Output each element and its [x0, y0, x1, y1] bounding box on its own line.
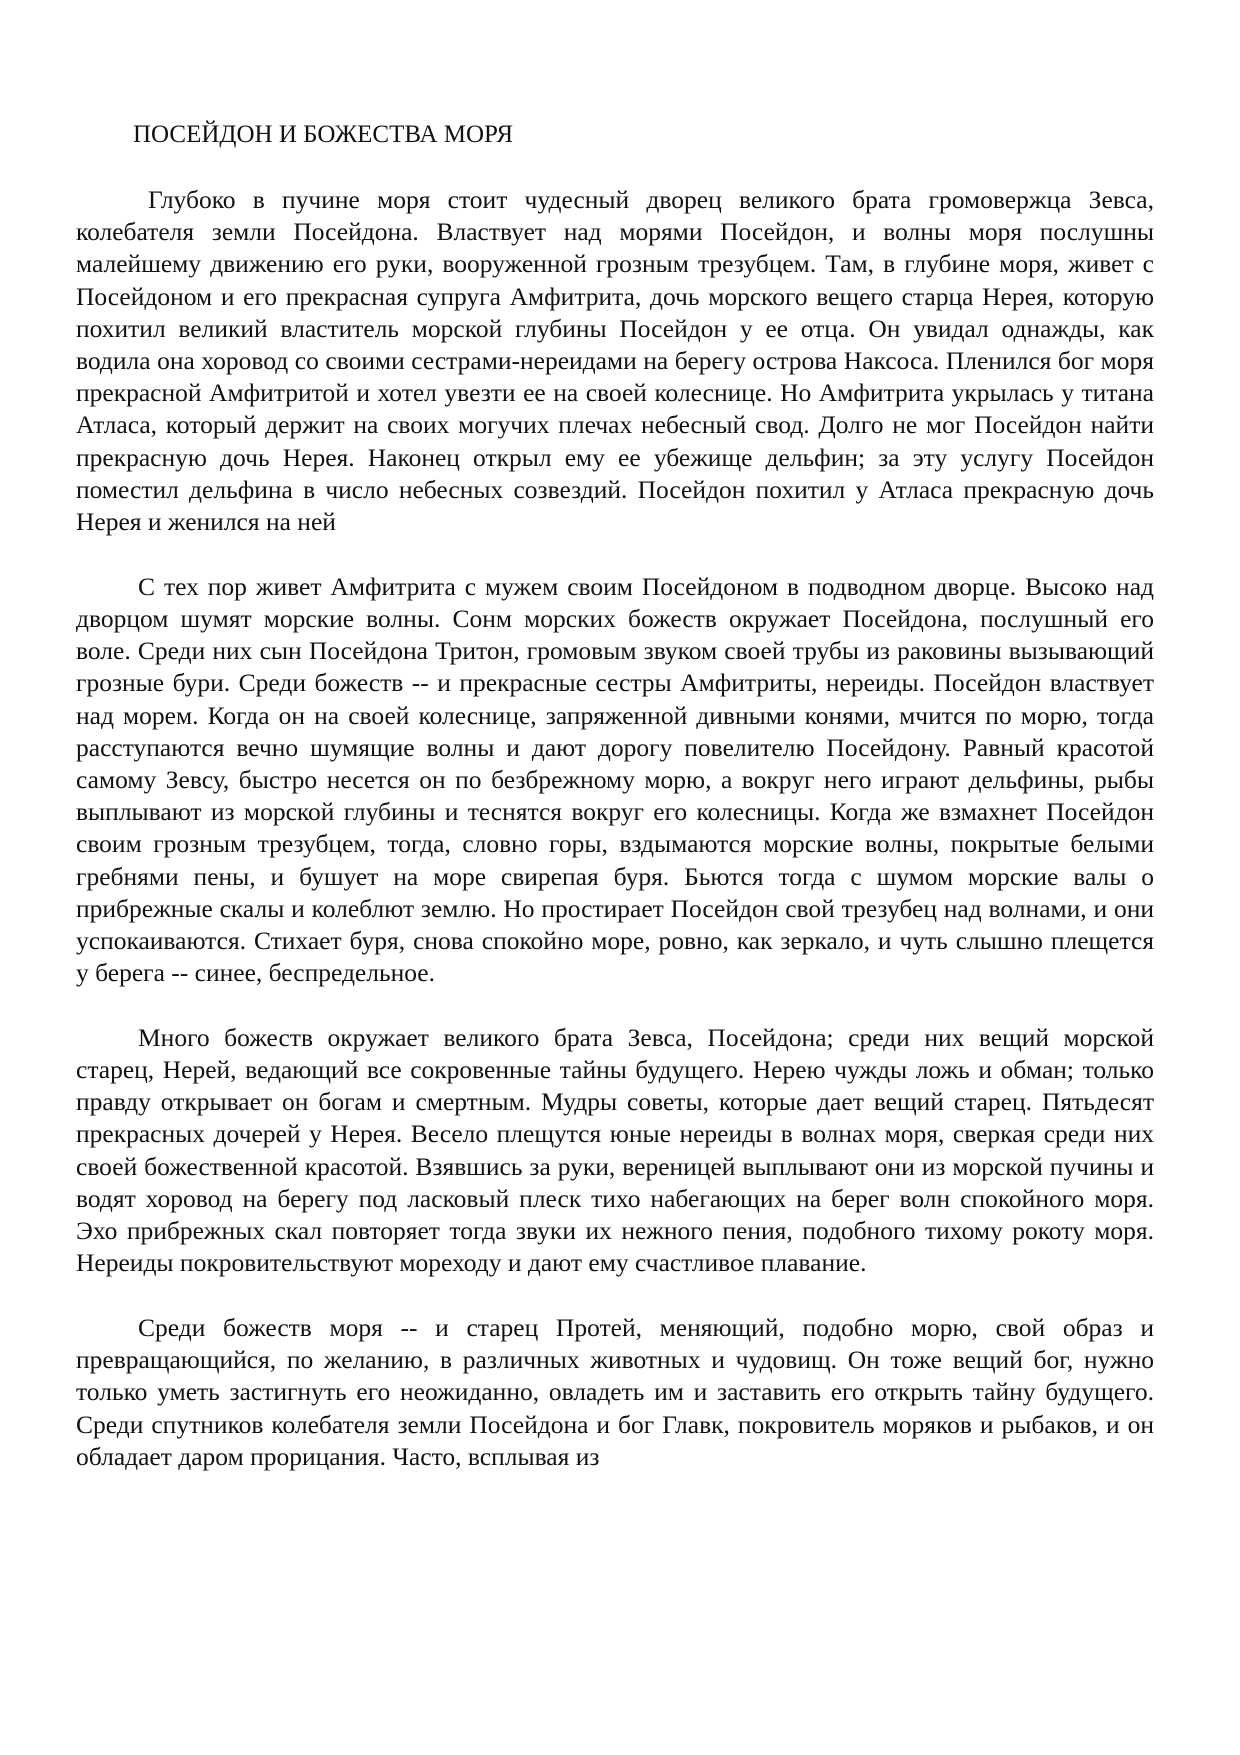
page-title: ПОСЕЙДОН И БОЖЕСТВА МОРЯ	[133, 121, 514, 148]
body-text	[76, 184, 1154, 1473]
paragraph-amphitrite-abduction: Глубоко в пучине моря стоит чудесный дворец великого брата громовержца Зевса, колебателя земли Посейдона. Властвует над морями Посейдон, и волны моря послушны малейшему движению его руки, вооруженной грозным трезубцем. Там, в глубине моря, живет с Посейдоном и его прекрасная супруга Амфитрита, дочь морского вещего старца Нерея, которую похитил великий властитель морской глубины Посейдон у ее отца. Он увидал однажды, как водила она хоровод со своими сестрами-нереидами на берегу острова Наксоса. Пленился бог моря прекрасной Амфитритой и хотел увезти ее на своей колеснице. Но Амфитрита укрылась у титана Атласа, который держит на своих могучих плечах небесный свод. Долго не мог Посейдон найти прекрасную дочь Нерея. Наконец открыл ему ее убежище дельфин; за эту услугу Посейдон поместил дельфина в число небесных созвездий. Посейдон похитил у Атласа прекрасную дочь Нерея и женился на ней	[76, 185, 1154, 537]
paragraph-proteus-glaucus: Среди божеств моря -- и старец Протей, меняющий, подобно морю, свой образ и превращающийся, по желанию, в различных животных и чудовищ. Он тоже вещий бог, нужно только уметь застигнуть его неожиданно, овладеть им и заставить его открыть тайну будущего. Среди спутников колебателя земли Посейдона и бог Главк, покровитель моряков и рыбаков, и он обладает даром прорицания. Часто, всплывая из	[76, 1313, 1154, 1471]
paragraph-underwater-palace: С тех пор живет Амфитрита с мужем своим Посейдоном в подводном дворце. Высоко над дворцом шумят морские волны. Сонм морских божеств окружает Посейдона, послушный его воле. Среди них сын Посейдона Тритон, громовым звуком своей трубы из раковины вызывающий грозные бури. Среди божеств -- и прекрасные сестры Амфитриты, нереиды. Посейдон властвует над морем. Когда он на своей колеснице, запряженной дивными конями, мчится по морю, тогда расступаются вечно шумящие волны и дают дорогу повелителю Посейдону. Равный красотой самому Зевсу, быстро несется он по безбрежному морю, а вокруг него играют дельфины, рыбы выплывают из морской глубины и теснятся вокруг его колесницы. Когда же взмахнет Посейдон своим грозным трезубцем, тогда, словно горы, вздымаются морские волны, покрытые белыми гребнями пены, и бушует на море свирепая буря. Бьются тогда с шумом морские валы о прибрежные скалы и колеблют землю. Но простирает Посейдон свой трезубец над волнами, и они успокаиваются. Стихает буря, снова спокойно море, ровно, как зеркало, и чуть слышно плещется у берега -- синее, беспредельное.	[76, 571, 1154, 988]
paragraph-nereus-nereids: Много божеств окружает великого брата Зевса, Посейдона; среди них вещий морской старец, Нерей, ведающий все сокровенные тайны будущего. Нерею чужды ложь и обман; только правду открывает он богам и смертным. Мудры советы, которые дает вещий старец. Пятьдесят прекрасных дочерей у Нерея. Весело плещутся юные нереиды в волнах моря, сверкая среди них своей божественной красотой. Взявшись за руки, вереницей выплывают они из морской пучины и водят хоровод на берегу под ласковый плеск тихо набегающих на берег волн спокойного моря. Эхо прибрежных скал повторяет тогда звуки их нежного пения, подобного тихому рокоту моря. Нереиды покровительствуют мореходу и дают ему счастливое плавание.	[76, 1022, 1154, 1278]
